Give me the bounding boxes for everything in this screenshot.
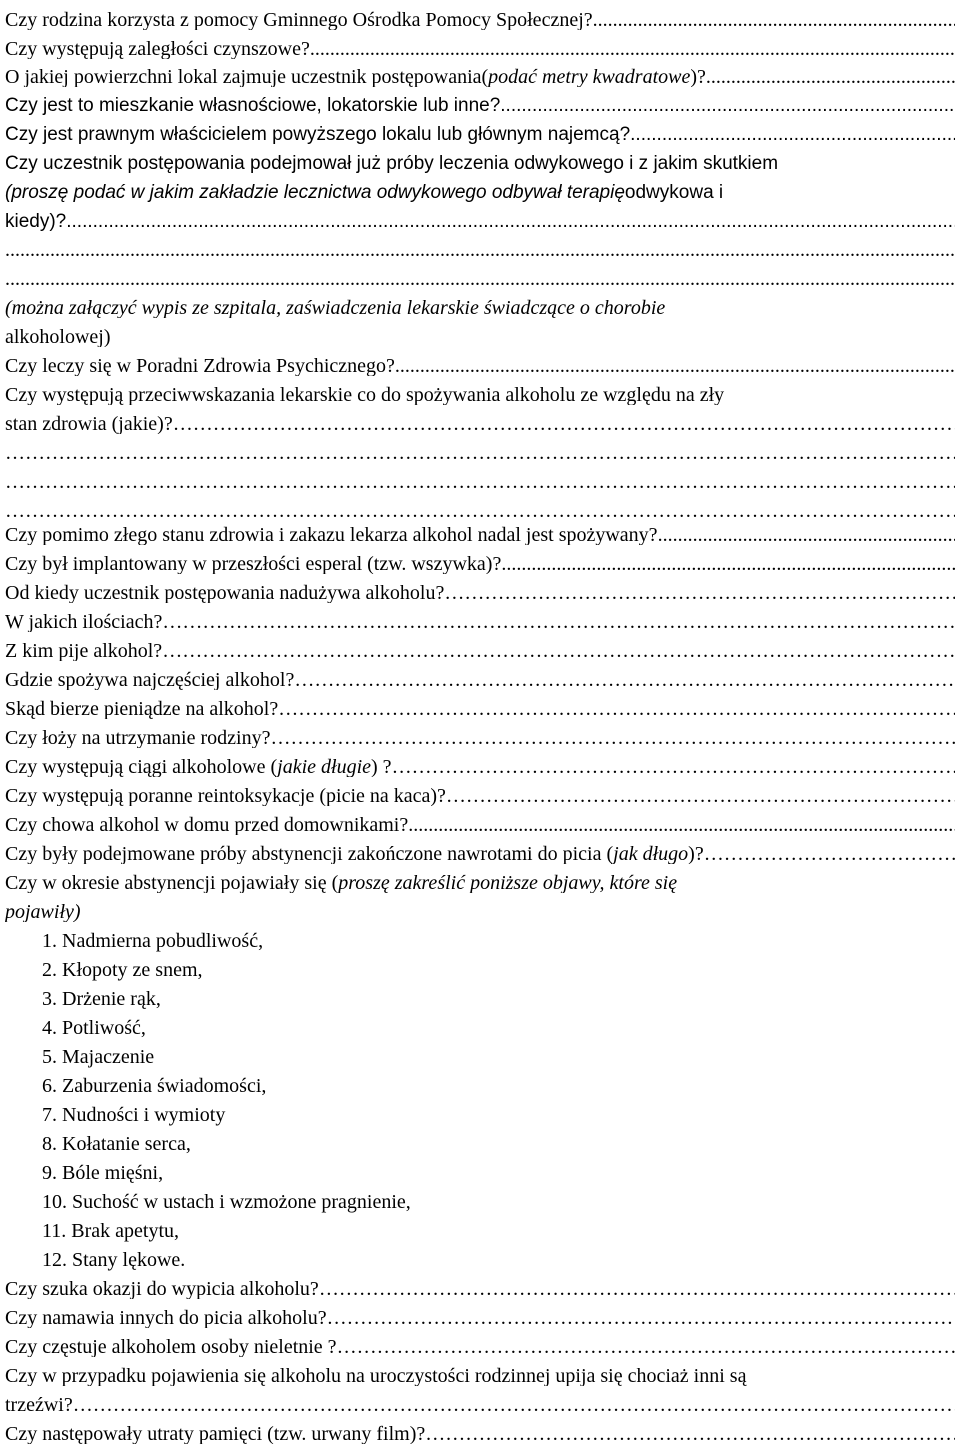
question-where: Gdzie spożywa najczęściej alkohol? ……………………………………………………………………………………………………………………………………………………………………………………………………………………………………………………: [5, 670, 955, 690]
answer-dotted-line: [5, 501, 955, 521]
answer-dotted-line: [5, 443, 955, 463]
symptom-item[interactable]: 10. Suchość w ustach i wzmożone pragnienie,: [42, 1191, 411, 1213]
question-abstinence-symptoms: Czy w okresie abstynencji pojawiały się ( proszę zakreślić poniższe objawy, które się: [5, 873, 678, 893]
question-text: Czy występują zaległości czynszowe?: [5, 39, 310, 59]
question-social-assistance: [5, 10, 955, 30]
question-mental-health-clinic: Czy leczy się w Poradni Zdrowia Psychicznego? .....: [5, 356, 955, 376]
question-abstinence-symptoms-end: pojawiły): [5, 902, 81, 922]
symptom-item[interactable]: 1. Nadmierna pobudliwość,: [42, 930, 264, 952]
note-attachments: (można załączyć wypis ze szpitala, zaświadczenia lekarskie świadczące o chorobie: [5, 298, 666, 318]
question-family-celebrations: Czy w przypadku pojawienia się alkoholu na uroczystości rodzinnej upija się chociaż inni są: [5, 1366, 747, 1386]
note-attachments-end: alkoholowej): [5, 327, 111, 347]
question-supports-family: Czy łoży na utrzymanie rodziny? ……………………………………………………………………………………………………………………………………………………………………………………………………………………………………………………: [5, 728, 955, 748]
question-text: Czy rodzina korzysta z pomocy Gminnego Ośrodka Pomocy Społecznej?: [5, 10, 593, 30]
symptom-item[interactable]: 3. Drżenie rąk,: [42, 988, 161, 1010]
answer-dotted-line: [5, 472, 955, 492]
question-drinks-with: Z kim pije alkohol? ……………………………………………………………………………………………………………………………………………………………………………………………………………………………………………………: [5, 641, 955, 661]
question-rent-arrears: [5, 39, 955, 59]
question-contraindications: Czy występują przeciwwskazania lekarskie co do spożywania alkoholu ze względu na zły: [5, 385, 725, 405]
symptom-item[interactable]: 6. Zaburzenia świadomości,: [42, 1075, 267, 1097]
question-legal-owner: Czy jest prawnym właścicielem powyższego lokalu lub głównym najemcą? .....: [5, 125, 955, 144]
answer-dotted-line: [5, 269, 955, 289]
question-treatment-when: kiedy)? .....: [5, 212, 955, 231]
question-seeks-occasion: Czy szuka okazji do wypicia alkoholu? ……………………………………………………………………………………………………………………………………………………………………………………………………………………………………………………: [5, 1279, 955, 1299]
question-esperal: Czy był implantowany w przeszłości esperal (tzw. wszywka)? .....: [5, 554, 955, 574]
question-drinking-bouts: Czy występują ciągi alkoholowe ( jakie długie ) ? ……………………………………………………………………………………………………………………………………………………………………………………………………………………………………………………: [5, 757, 955, 777]
question-treats-minors: Czy częstuje alkoholem osoby nieletnie ? ……………………………………………………………………………………………………………………………………………………………………………………………………………………………………………………: [5, 1337, 955, 1357]
symptom-item[interactable]: 5. Majaczenie: [42, 1046, 155, 1068]
question-blackouts: Czy następowały utraty pamięci (tzw. urwany film)? ……………………………………………………………………………………………………………………………………………………………………………………………………………………………………………………: [5, 1424, 955, 1444]
answer-dotted-line: [5, 240, 955, 260]
question-treatment-details: (proszę podać w jakim zakładzie lecznictwa odwykowego odbywał terapię odwykowa i: [5, 183, 724, 202]
question-family-celebrations-end: trzeźwi? ……………………………………………………………………………………………………………………………………………………………………………………………………………………………………………………: [5, 1395, 955, 1415]
question-abstinence-attempts: Czy były podejmowane próby abstynencji zakończone nawrotami do picia ( jak długo )? ……………………………………………………………………………………………………………………………………………………………………………………………………………………………………………………: [5, 844, 955, 864]
question-treatment-attempts: Czy uczestnik postępowania podejmował już próby leczenia odwykowego i z jakim skutkiem: [5, 154, 779, 173]
question-quantities: W jakich ilościach? ……………………………………………………………………………………………………………………………………………………………………………………………………………………………………………………: [5, 612, 955, 632]
question-still-drinking: Czy pomimo złego stanu zdrowia i zakazu lekarza alkohol nadal jest spożywany? .....: [5, 525, 955, 545]
symptom-item[interactable]: 12. Stany lękowe.: [42, 1249, 186, 1271]
question-contraindications-which: stan zdrowia (jakie)? ……………………………………………………………………………………………………………………………………………………………………………………………………………………………………………………: [5, 414, 955, 434]
symptom-item[interactable]: 7. Nudności i wymioty: [42, 1104, 226, 1126]
question-encourages-others: Czy namawia innych do picia alkoholu? ……………………………………………………………………………………………………………………………………………………………………………………………………………………………………………………: [5, 1308, 955, 1328]
question-hangover-drinking: Czy występują poranne reintoksykacje (picie na kaca)? ……………………………………………………………………………………………………………………………………………………………………………………………………………………………………………………: [5, 786, 955, 806]
question-ownership: Czy jest to mieszkanie własnościowe, lokatorskie lub inne? .....: [5, 96, 955, 115]
question-money-source: Skąd bierze pieniądze na alkohol? ……………………………………………………………………………………………………………………………………………………………………………………………………………………………………………………: [5, 699, 955, 719]
symptom-item[interactable]: 8. Kołatanie serca,: [42, 1133, 191, 1155]
symptom-item[interactable]: 11. Brak apetytu,: [42, 1220, 180, 1242]
symptom-item[interactable]: 4. Potliwość,: [42, 1017, 146, 1039]
question-since-when: Od kiedy uczestnik postępowania nadużywa alkoholu? ……………………………………………………………………………………………………………………………………………………………………………………………………………………………………………………: [5, 583, 955, 603]
symptom-item[interactable]: 2. Kłopoty ze snem,: [42, 959, 203, 981]
question-apartment-area: O jakiej powierzchni lokal zajmuje uczestnik postępowania( podać metry kwadratowe )? .....: [5, 67, 955, 87]
question-hides-alcohol: Czy chowa alkohol w domu przed domownikami? .....: [5, 815, 955, 835]
symptom-item[interactable]: 9. Bóle mięśni,: [42, 1162, 164, 1184]
